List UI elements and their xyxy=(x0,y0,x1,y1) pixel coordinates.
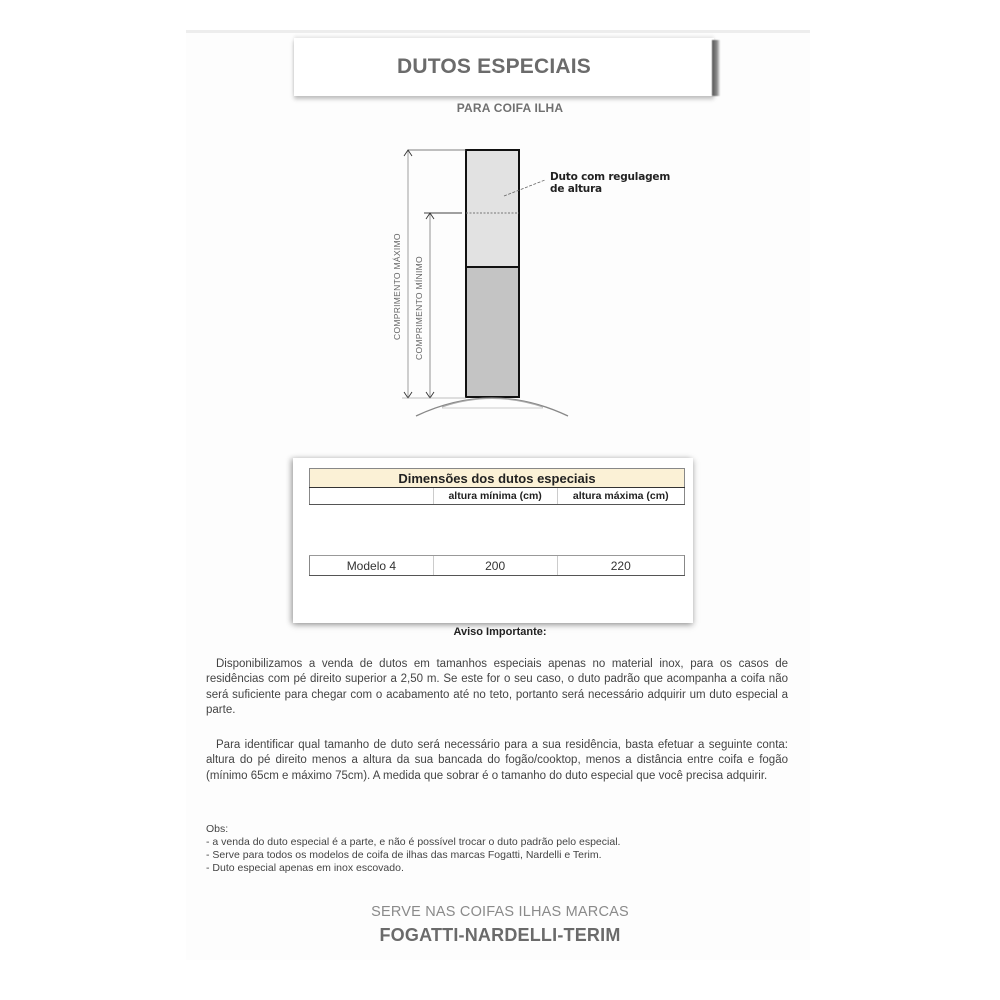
page-subtitle: PARA COIFA ILHA xyxy=(456,101,564,115)
min-length-label: COMPRIMENTO MÍNIMO xyxy=(414,256,424,360)
observations-title: Obs: xyxy=(206,823,229,835)
notice-paragraph-2: Para identificar qual tamanho de duto será necessário para a sua residência, basta efetuar a seguinte conta: altura do pé direito menos a altura da sua bancada do fogão/cooktop, menos a distância entre coifa e fogão (mínimo 65cm e máximo 75cm). A medida que sobrar é o tamanho do duto especial que você precisa adquirir. xyxy=(206,739,788,782)
duct-callout-label: Duto com regulagem de altura xyxy=(550,171,671,195)
lower-duct xyxy=(466,267,519,397)
column-header-max-height: altura máxima (cm) xyxy=(557,488,685,505)
dimensions-table-header xyxy=(309,468,685,505)
list-item: - Duto especial apenas em inox escovado. xyxy=(206,862,404,874)
table-row xyxy=(310,556,685,576)
table-caption: Dimensões dos dutos especiais xyxy=(310,469,685,488)
upper-duct xyxy=(466,150,519,267)
page-title: DUTOS ESPECIAIS xyxy=(397,55,591,78)
footer-brands: FOGATTI-NARDELLI-TERIM xyxy=(379,925,621,945)
dimensions-table-card xyxy=(293,458,693,623)
list-item: - Serve para todos os modelos de coifa de ilhas das marcas Fogatti, Nardelli e Terim. xyxy=(206,849,602,861)
footer-brands-caption: SERVE NAS COIFAS ILHAS MARCAS xyxy=(371,904,629,920)
cell-model: Modelo 4 xyxy=(310,556,434,576)
cell-min-height: 200 xyxy=(433,556,557,576)
column-header-min-height: altura mínima (cm) xyxy=(433,488,557,505)
dimensions-table-body xyxy=(309,555,685,576)
notice-title: Aviso Importante: xyxy=(453,626,547,638)
list-item: - a venda do duto especial é a parte, e não é possível trocar o duto padrão pelo especial. xyxy=(206,836,621,848)
column-header-model xyxy=(310,488,434,505)
observations xyxy=(206,823,766,875)
cell-max-height: 220 xyxy=(557,556,685,576)
notice-paragraph-1: Disponibilizamos a venda de dutos em tamanhos especiais apenas no material inox, para os casos de residências com pé direito superior a 2,50 m. Se este for o seu caso, o duto padrão que acompanha a coifa não será suficiente para chegar com o acabamento até no teto, portanto será necessário adquirir um duto especial a parte. xyxy=(206,658,788,716)
max-length-label: COMPRIMENTO MÁXIMO xyxy=(392,233,402,340)
title-banner xyxy=(294,38,714,96)
observations-list xyxy=(206,836,766,875)
